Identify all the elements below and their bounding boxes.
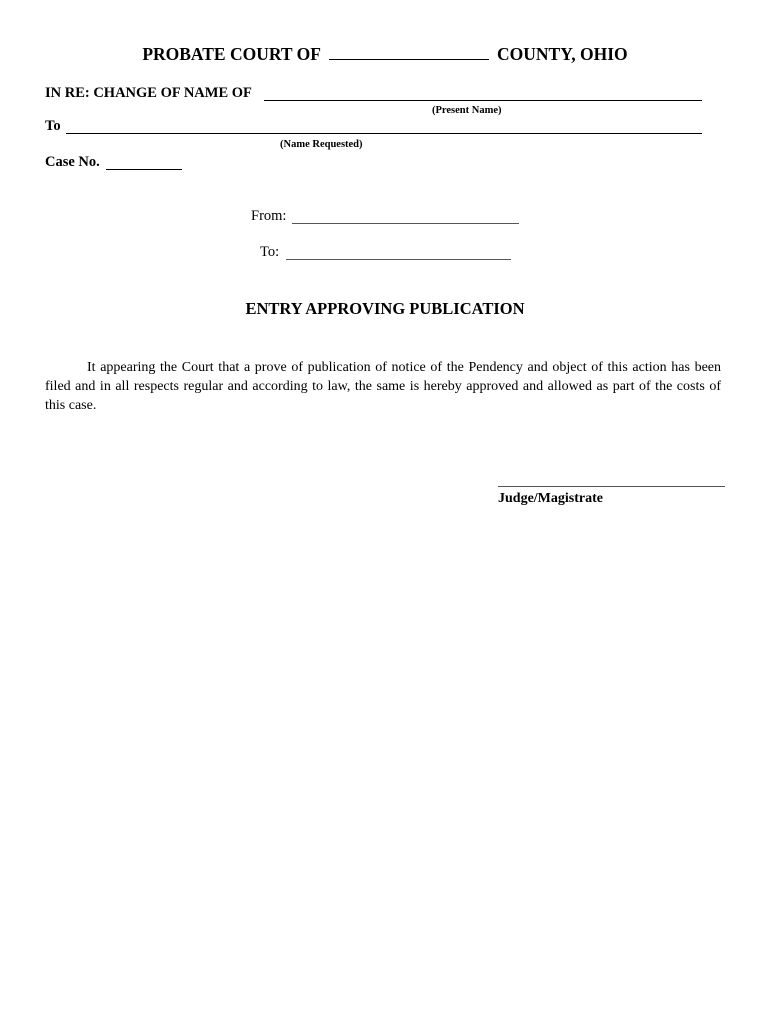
to-label: To (45, 118, 61, 134)
name-requested-field[interactable] (66, 133, 702, 134)
from-label: From: (251, 208, 287, 224)
from-name-field[interactable] (292, 223, 519, 224)
court-title-prefix: PROBATE COURT OF (142, 44, 321, 64)
in-re-label: IN RE: CHANGE OF NAME OF (45, 85, 252, 101)
entry-body-paragraph: It appearing the Court that a prove of publication of notice of the Pendency and object of this action has been filed and in all respects regular and according to law, the same is hereby approved and allowed as part of the costs of this case. (45, 360, 721, 413)
case-no-field[interactable] (106, 169, 182, 170)
present-name-field[interactable] (264, 100, 702, 101)
court-title (0, 44, 770, 65)
to-name-label: To: (260, 244, 280, 260)
signature-label: Judge/Magistrate (498, 491, 603, 506)
name-requested-caption: (Name Requested) (280, 139, 363, 150)
signature-field[interactable] (498, 486, 725, 487)
court-title-suffix: COUNTY, OHIO (497, 44, 628, 64)
entry-heading: ENTRY APPROVING PUBLICATION (245, 299, 525, 318)
case-no-label: Case No. (45, 154, 100, 170)
present-name-caption: (Present Name) (432, 105, 502, 116)
county-name-field[interactable] (329, 45, 489, 60)
to-name-field[interactable] (286, 259, 511, 260)
